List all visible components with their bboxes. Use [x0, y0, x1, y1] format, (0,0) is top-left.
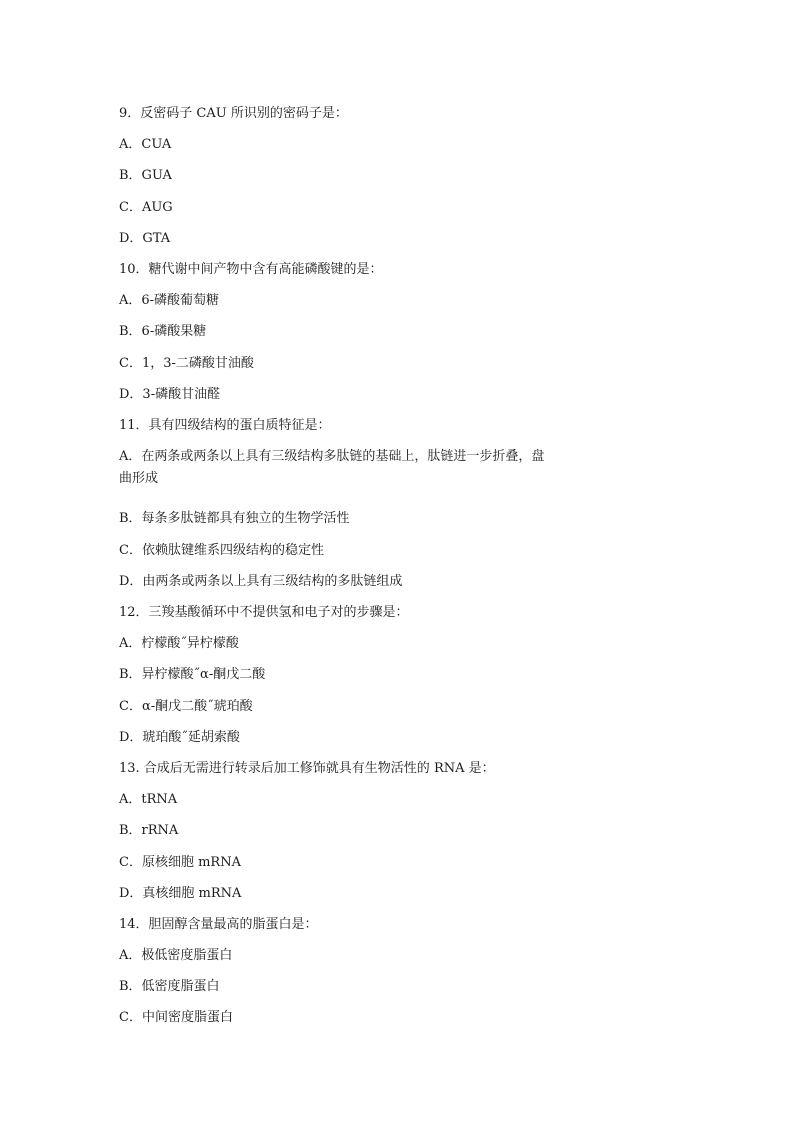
option-d: D．真核细胞 mRNA — [119, 885, 242, 901]
option-c: C．中间密度脂蛋白 — [119, 1010, 233, 1026]
question-stem: 12．三羧基酸循环中不提供氢和电子对的步骤是： — [119, 605, 409, 621]
question-stem: 14．胆固醇含量最高的脂蛋白是： — [119, 916, 318, 932]
option-d: D．琥珀酸˝延胡索酸 — [119, 729, 240, 745]
option-d: D．GTA — [119, 230, 171, 246]
option-c: C．原核细胞 mRNA — [119, 854, 241, 870]
option-b: B．rRNA — [119, 823, 179, 839]
option-b: B．每条多肽链都具有独立的生物学活性 — [119, 511, 350, 527]
option-c: C．AUG — [119, 199, 173, 215]
option-a: A．6-磷酸葡萄糖 — [119, 293, 220, 309]
option-a: A．极低密度脂蛋白 — [119, 948, 233, 964]
option-a: A．tRNA — [119, 792, 178, 808]
question-stem: 11．具有四级结构的蛋白质特征是： — [119, 417, 331, 433]
question-stem: 9．反密码子 CAU 所识别的密码子是： — [119, 106, 348, 121]
option-c: C．依赖肽键维系四级结构的稳定性 — [119, 542, 324, 558]
question-stem: 10．糖代谢中间产物中含有高能磷酸键的是： — [119, 261, 383, 277]
option-a: A．在两条或两条以上具有三级结构多肽链的基础上，肽链进一步折叠，盘 — [119, 449, 545, 465]
option-b: B．GUA — [119, 168, 172, 184]
option-d: D．3-磷酸甘油醛 — [119, 386, 221, 402]
option-a-continued: 曲形成 — [119, 471, 159, 487]
option-c: C．1，3-二磷酸甘油酸 — [119, 355, 254, 371]
option-a: A．CUA — [119, 137, 172, 153]
option-b: B．异柠檬酸˝α-酮戊二酸 — [119, 667, 266, 683]
option-a: A．柠檬酸˝异柠檬酸 — [119, 636, 239, 652]
option-b: B．6-磷酸果糖 — [119, 324, 207, 340]
option-b: B．低密度脂蛋白 — [119, 979, 220, 995]
option-d: D．由两条或两条以上具有三级结构的多肽链组成 — [119, 573, 403, 589]
question-stem: 13. 合成后无需进行转录后加工修饰就具有生物活性的 RNA 是： — [119, 760, 495, 776]
option-c: C．α-酮戊二酸˝琥珀酸 — [119, 698, 253, 714]
document-page — [119, 103, 589, 1039]
